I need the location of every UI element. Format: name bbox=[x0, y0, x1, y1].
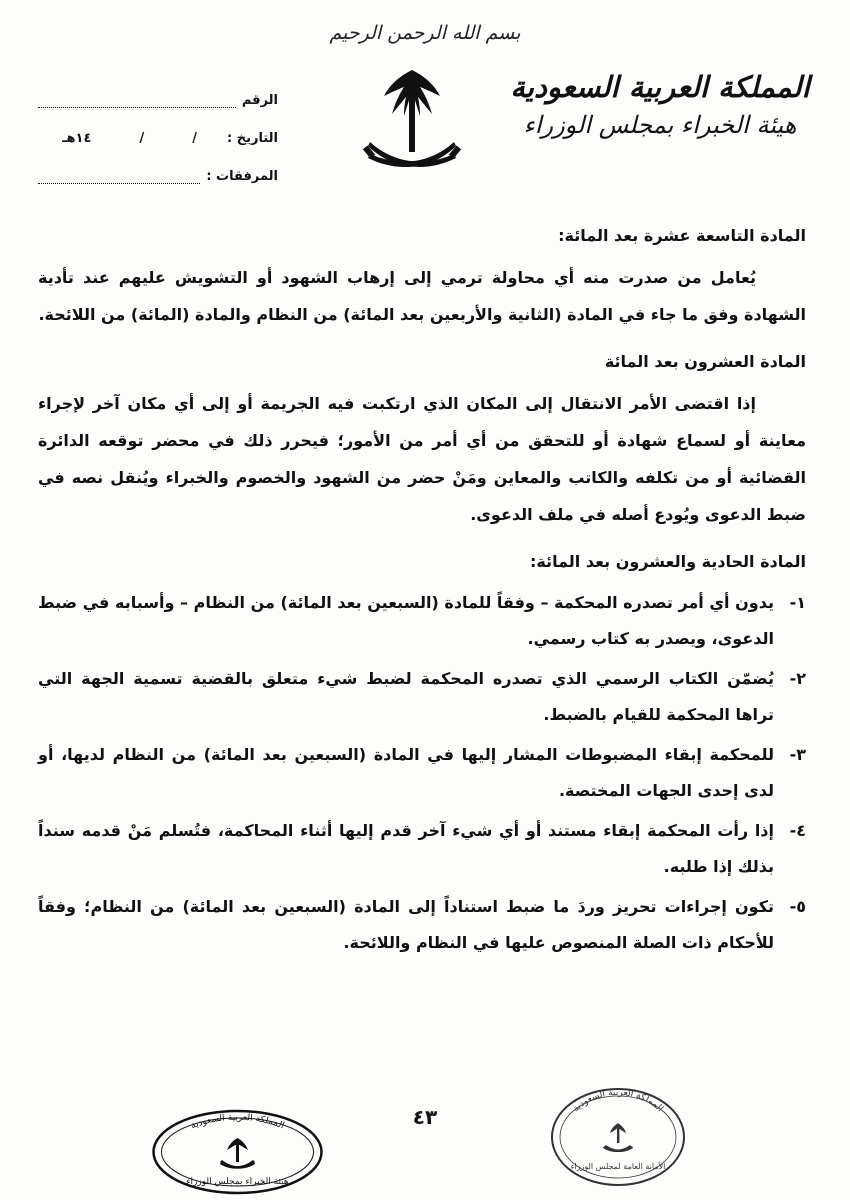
document-body bbox=[38, 223, 806, 977]
page-number: ٤٣ bbox=[412, 1105, 438, 1129]
reference-number-row bbox=[38, 70, 278, 108]
article-clauses bbox=[38, 585, 806, 961]
official-seal-stamp-icon bbox=[548, 1085, 688, 1190]
official-seal-stamp-icon bbox=[150, 1108, 325, 1196]
attachments-line bbox=[38, 171, 200, 184]
article-120 bbox=[38, 349, 806, 533]
article-heading: المادة التاسعة عشرة بعد المائة: bbox=[558, 226, 806, 245]
clause-number: ٣- bbox=[789, 745, 806, 764]
article-text: يُعامل من صدرت منه أي محاولة ترمي إلى إرهاب الشهود أو التشويش عليهم عند تأدية الشهادة وفق ما جاء في المادة (الثانية والأربعين بعد المائة) من النظام والمادة (المائة) من اللائحة. bbox=[38, 268, 806, 324]
article-119 bbox=[38, 223, 806, 333]
svg-text:الأمانة العامة لمجلس الوزراء: الأمانة العامة لمجلس الوزراء bbox=[570, 1162, 666, 1171]
country-name: المملكة العربية السعودية bbox=[510, 70, 810, 104]
article-text: إذا اقتضى الأمر الانتقال إلى المكان الذي ارتكبت فيه الجريمة أو إلى أي مكان آخر لإجراء معاينة أو لسماع شهادة أو للتحقق من أي أمر من الأمور؛ فيحرر ذلك في محضر توقعه الدائرة القضائية أو من تكلفه والكاتب والمعاين ومَنْ حضر من الشهود والخصوم والخبراء ويُنقل نصه في ضبط الدعوى ويُودع أصله في ملف الدعوى. bbox=[38, 394, 806, 524]
clause-item bbox=[38, 813, 806, 885]
reference-block bbox=[38, 70, 278, 184]
date-slash: / bbox=[139, 131, 145, 146]
palm-swords-emblem-icon bbox=[362, 62, 462, 187]
article-heading: المادة العشرون بعد المائة bbox=[604, 352, 806, 371]
clause-text: تكون إجراءات تحريز وردَ ما ضبط استناداً إلى المادة (السبعين بعد المائة) من النظام؛ وفقاً للأحكام ذات الصلة المنصوص عليها في النظام واللائحة. bbox=[38, 897, 774, 952]
reference-line bbox=[38, 95, 236, 108]
hijri-year-suffix: ١٤هـ bbox=[62, 131, 92, 146]
date-label: التاريخ : bbox=[227, 131, 278, 146]
clause-item bbox=[38, 737, 806, 809]
date-row bbox=[38, 108, 278, 146]
clause-text: للمحكمة إبقاء المضبوطات المشار إليها في المادة (السبعين بعد المائة) من النظام لديها، أو لدى إحدى الجهات المختصة. bbox=[38, 745, 774, 800]
attachments-label: المرفقات : bbox=[206, 169, 278, 184]
clause-number: ٤- bbox=[789, 821, 806, 840]
date-slash: / bbox=[192, 131, 197, 146]
attachments-row bbox=[38, 146, 278, 184]
clause-item bbox=[38, 585, 806, 657]
letterhead-organization bbox=[510, 66, 810, 142]
reference-label: الرقم bbox=[241, 93, 278, 108]
svg-text:المملكة العربية السعودية: المملكة العربية السعودية bbox=[189, 1112, 286, 1132]
clause-text: يُضمّن الكتاب الرسمي الذي تصدره المحكمة لضبط شيء متعلق بالقضية تسمية الجهة التي تراها المحكمة للقيام بالضبط. bbox=[38, 669, 774, 724]
clause-text: إذا رأت المحكمة إبقاء مستند أو أي شيء آخر قدم إليها أثناء المحاكمة، فتُسلم مَنْ قدمه سنداً بذلك إذا طلبه. bbox=[38, 821, 774, 876]
clause-item bbox=[38, 661, 806, 733]
date-fields bbox=[38, 131, 221, 146]
clause-number: ٢- bbox=[789, 669, 806, 688]
basmala: بسم الله الرحمن الرحيم bbox=[329, 22, 521, 44]
svg-text:هيئة الخبراء بمجلس الوزراء: هيئة الخبراء بمجلس الوزراء bbox=[186, 1177, 289, 1187]
clause-number: ٥- bbox=[789, 897, 806, 916]
article-heading: المادة الحادية والعشرون بعد المائة: bbox=[529, 552, 806, 571]
clause-item bbox=[38, 889, 806, 961]
clause-text: يدون أي أمر تصدره المحكمة – وفقاً للمادة (السبعين بعد المائة) من النظام – وأسبابه في ضبط الدعوى، ويصدر به كتاب رسمي. bbox=[38, 593, 774, 648]
article-121 bbox=[38, 549, 806, 961]
clause-number: ١- bbox=[789, 593, 806, 612]
agency-name: هيئة الخبراء بمجلس الوزراء bbox=[523, 111, 797, 139]
svg-text:المملكة العربية السعودية: المملكة العربية السعودية bbox=[571, 1087, 665, 1115]
